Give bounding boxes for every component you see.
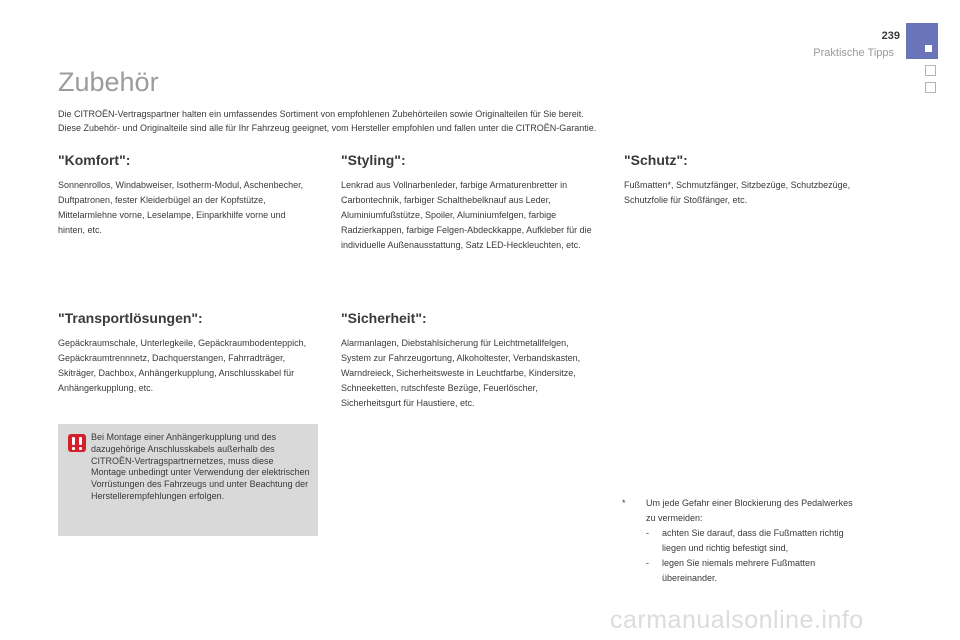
page-number: 239 [881,30,900,42]
list-item [646,526,862,556]
section-text: Sonnenrollos, Windabweiser, Isotherm-Modul, Aschenbecher, Duftpatronen, fester Kleiderbügel an der Kopfstütze, Mittelarmlehne vorne, Leselampe, Einparkhilfe vorne und hinten, etc. [58,180,304,235]
section-transport [58,310,313,396]
list-item-text: achten Sie darauf, dass die Fußmatten richtig liegen und richtig befestigt sind, [662,528,844,553]
footnote [622,496,862,586]
page-title: Zubehör [58,67,159,97]
list-dash: - [646,558,649,568]
footnote-list [622,526,862,586]
section-text: Lenkrad aus Vollnarbenleder, farbige Armaturenbretter in Carbontechnik, farbiger Schalthebelknauf aus Leder, Aluminiumfußstütze, Spoiler, Aluminiumfelgen, farbige Radzierkappen, farbige Felgen-Abdeckkappe, Aufkleber für die individuelle Außenausstattung, Satz LED-Heckleuchten, etc. [341,180,592,250]
section-text: Gepäckraumschale, Unterlegkeile, Gepäckraumbodenteppich, Gepäckraumtrennnetz, Dachquerstangen, Fahrradträger, Skiträger, Dachbox, Anhängerkupplung, Anschlusskabel für Anhängerkupplung, etc. [58,338,307,393]
intro-text [58,107,878,135]
tab-marker-icon [925,45,932,52]
section-heading: "Schutz": [624,152,688,168]
list-dash: - [646,528,649,538]
footnote-text: Um jede Gefahr einer Blockierung des Pedalwerkes zu vermeiden: [646,498,853,523]
warning-text: Bei Montage einer Anhängerkupplung und des dazugehörige Anschlusskabels außerhalb des CITROËN-Vertragspartnernetzes, muss diese Montage unbedingt unter Verwendung der elektrischen Vorrüstungen des Fahrzeugs und unter Beachtung der Herstellerempfehlungen erfolgen. [91,432,310,501]
section-heading: "Komfort": [58,152,131,168]
section-heading: "Sicherheit": [341,310,427,326]
list-item [646,556,862,586]
section-heading: "Transportlösungen": [58,310,203,326]
intro-line: Diese Zubehör- und Originalteile sind alle für Ihr Fahrzeug geeignet, vom Hersteller empfohlen und fallen unter die CITROËN-Garantie. [58,123,597,133]
section-schutz [624,152,864,208]
chapter-tab-empty[interactable] [925,82,936,93]
footnote-mark: * [622,498,626,508]
exclamation-icon [67,433,87,453]
warning-box [58,424,318,536]
list-item-text: legen Sie niemals mehrere Fußmatten übereinander. [662,558,816,583]
watermark: carmanualsonline.info [610,606,864,634]
section-sicherheit [341,310,591,411]
section-text: Fußmatten*, Schmutzfänger, Sitzbezüge, Schutzbezüge, Schutzfolie für Stoßfänger, etc. [624,180,851,205]
intro-line: Die CITROËN-Vertragspartner halten ein umfassendes Sortiment von empfohlenen Zubehörteilen sowie Originalteilen für Sie bereit. [58,109,584,119]
section-name: Praktische Tipps [813,47,894,59]
section-text: Alarmanlagen, Diebstahlsicherung für Leichtmetallfelgen, System zur Fahrzeugortung, Alkoholtester, Verbandskasten, Warndreieck, Sicherheitsweste in Leuchtfarbe, Kindersitze, Schneeketten, rutschfeste Bezüge, Feuerlöscher, Sicherheitsgurt für Haustiere, etc. [341,338,581,408]
chapter-tab-empty[interactable] [925,65,936,76]
section-komfort [58,152,308,238]
section-heading: "Styling": [341,152,406,168]
chapter-tab-active[interactable] [906,23,938,59]
section-styling [341,152,603,253]
footnote-intro [622,496,862,526]
